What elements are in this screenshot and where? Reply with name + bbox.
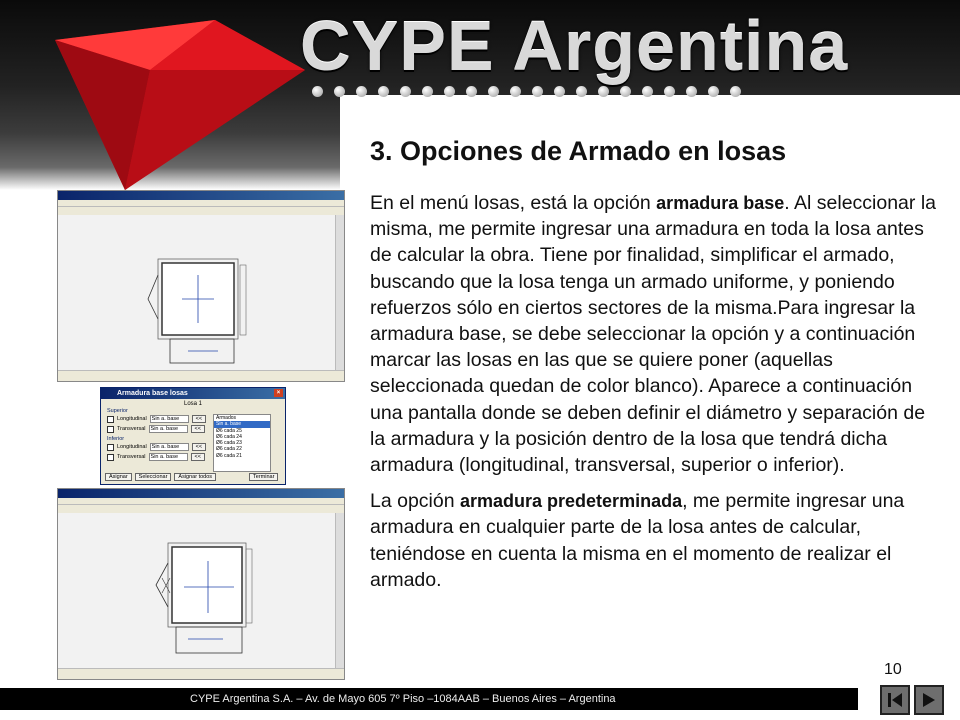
row-superior-transversal: Transversal Sin a. base << <box>107 425 205 433</box>
armadura-base-dialog <box>100 387 286 485</box>
first-page-button[interactable] <box>880 685 910 715</box>
cad-titlebar <box>58 489 344 498</box>
asignar-todos-button[interactable]: Asignar todos <box>174 473 216 481</box>
list-item[interactable]: Ø6 cada 25 <box>216 427 242 434</box>
row-superior-longitudinal: Longitudinal Sin a. base << <box>107 415 206 423</box>
brand-dots <box>312 86 741 98</box>
cad-titlebar <box>58 191 344 200</box>
cad-screenshot-2 <box>57 488 345 680</box>
dialog-titlebar <box>101 388 285 399</box>
checkbox[interactable] <box>107 444 114 451</box>
assign-button[interactable]: << <box>191 425 205 433</box>
footer-address: CYPE Argentina S.A. – Av. de Mayo 605 7º Piso –1084AAB – Buenos Aires – Argentina <box>190 693 616 705</box>
cad-drawing-area <box>58 215 336 371</box>
list-item[interactable]: Ø6 cada 21 <box>216 452 242 459</box>
logo-gem-icon <box>0 0 340 190</box>
slab-plan-drawing <box>58 513 336 669</box>
assign-button[interactable]: << <box>192 415 206 423</box>
cad-vertical-scrollbar[interactable] <box>335 215 344 371</box>
row-inferior-transversal: Transversal Sin a. base << <box>107 453 205 461</box>
close-icon[interactable]: × <box>274 389 283 397</box>
slide-body <box>370 190 942 603</box>
paragraph-armadura-predeterminada: La opción armadura predeterminada, me permite ingresar una armadura en cualquier parte de la losa antes de calcular, teniéndose en cuenta la misma en el momento de realizar el armado. <box>370 490 905 591</box>
checkbox[interactable] <box>107 454 114 461</box>
next-page-button[interactable] <box>914 685 944 715</box>
cad-menubar <box>58 498 344 505</box>
dialog-title: Armadura base losas <box>117 390 188 397</box>
list-item[interactable]: Ø6 cada 22 <box>216 446 242 453</box>
cad-vertical-scrollbar[interactable] <box>335 513 344 669</box>
cad-drawing-area <box>58 513 336 669</box>
cad-statusbar <box>58 370 344 381</box>
page-number: 10 <box>884 661 902 678</box>
row-inferior-longitudinal: Longitudinal Sin a. base << <box>107 443 206 451</box>
group-inferior-label: Inferior <box>107 436 125 442</box>
slab-plan-drawing <box>58 215 336 371</box>
dialog-slab-label: Losa 1 <box>183 401 202 407</box>
list-item[interactable]: Ø6 cada 23 <box>216 440 242 447</box>
cad-statusbar <box>58 668 344 679</box>
slide-title: 3. Opciones de Armado en losas <box>370 136 787 166</box>
checkbox[interactable] <box>107 416 114 423</box>
brand-title: CYPE Argentina <box>300 7 849 85</box>
terminar-button[interactable]: Terminar <box>249 473 278 481</box>
cad-menubar <box>58 200 344 207</box>
list-item[interactable]: Sin a. base <box>214 421 270 427</box>
assign-button[interactable]: << <box>191 453 205 461</box>
armados-list[interactable] <box>213 414 271 472</box>
checkbox[interactable] <box>107 426 114 433</box>
cad-screenshot-1 <box>57 190 345 382</box>
next-page-icon <box>919 690 939 710</box>
first-page-icon <box>885 690 905 710</box>
list-header: Armados <box>216 415 237 421</box>
seleccionar-button[interactable]: Seleccionar <box>135 473 172 481</box>
footer-bar <box>0 688 858 710</box>
paragraph-armadura-base: En el menú losas, está la opción armadura base. Al seleccionar la misma, me permite ingresar una armadura en toda la losa antes de calcular la obra. Tiene por finalidad, simplificar el armado, buscando que la losa tenga un armado uniforme, y poniendo refuerzos sólo en ciertos sectores de la misma.Para ingresar la armadura base, se debe seleccionar la opción y a continuación marcar las losas en las que se quiere poner (aquellas seleccionada quedan de color blanco). Aparece a continuación una pantalla donde se deben definir el diámetro y separación de la armadura y la posición dentro de la losa que tendrá dicha armadura (longitudinal, transversal, superior o inferior). <box>370 192 936 477</box>
asignar-button[interactable]: Asignar <box>105 473 132 481</box>
group-superior-label: Superior <box>107 408 128 414</box>
list-item[interactable]: Ø6 cada 24 <box>216 433 242 440</box>
assign-button[interactable]: << <box>192 443 206 451</box>
dialog-button-row <box>105 473 278 481</box>
